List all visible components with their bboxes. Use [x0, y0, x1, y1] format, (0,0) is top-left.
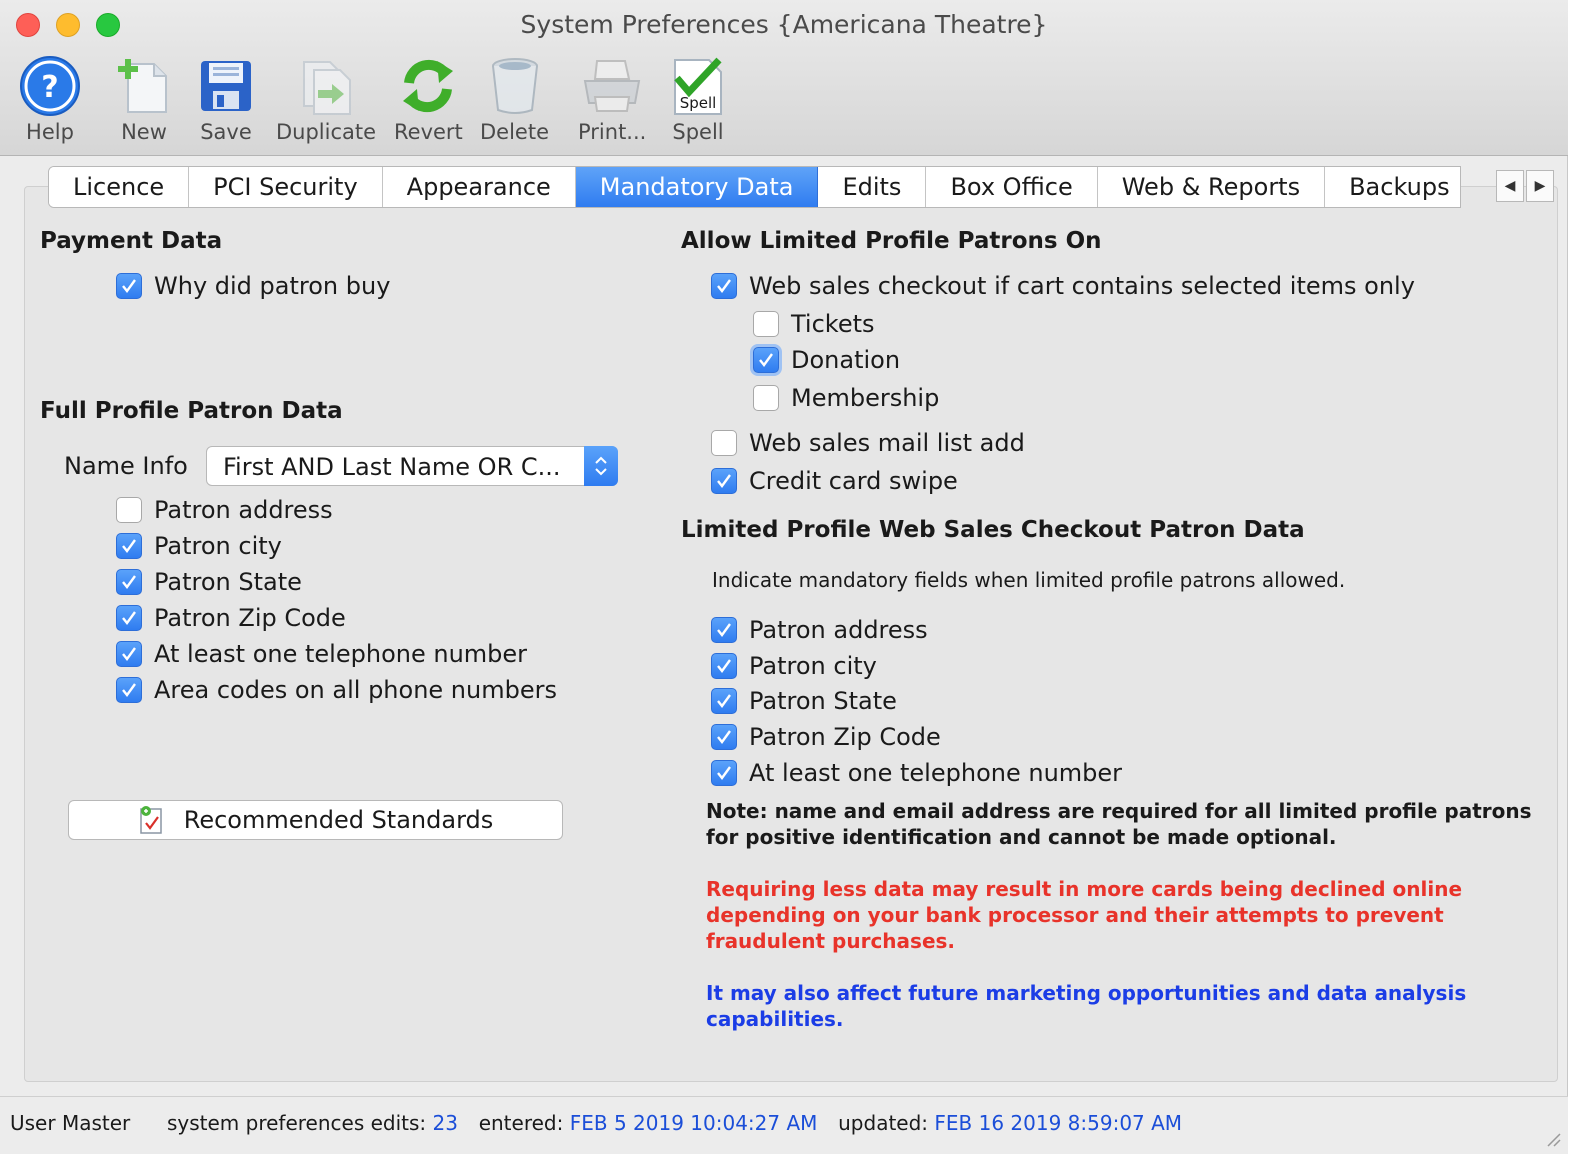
tab-pci-security[interactable]: PCI Security	[189, 167, 383, 207]
help-icon	[18, 54, 82, 118]
delete-label: Delete	[480, 120, 549, 144]
status-updated-value: FEB 16 2019 8:59:07 AM	[934, 1111, 1183, 1135]
name-info-select[interactable]	[206, 446, 618, 486]
revert-button[interactable]	[394, 54, 463, 152]
checkbox-unchecked-icon	[711, 430, 737, 456]
full-patron-address-checkbox[interactable]	[116, 496, 333, 524]
web-sales-mail-list-checkbox[interactable]	[711, 429, 1025, 457]
tab-box-office[interactable]: Box Office	[926, 167, 1097, 207]
checkbox-unchecked-icon	[753, 311, 779, 337]
checkbox-label: Donation	[791, 346, 901, 374]
checklist-icon	[138, 805, 164, 835]
checkbox-label: Patron address	[154, 496, 333, 524]
checkbox-checked-icon	[711, 468, 737, 494]
new-document-icon	[112, 54, 176, 118]
web-sales-checkout-checkbox[interactable]	[711, 272, 1415, 300]
tab-web-reports[interactable]: Web & Reports	[1098, 167, 1325, 207]
full-area-codes-checkbox[interactable]	[116, 676, 557, 704]
revert-icon	[396, 54, 460, 118]
warning-line: fraudulent purchases.	[706, 929, 956, 953]
info-line: capabilities.	[706, 1007, 844, 1031]
limited-checkout-hint: Indicate mandatory fields when limited profile patrons allowed.	[712, 568, 1346, 592]
checkbox-checked-icon	[711, 617, 737, 643]
limited-patron-zip-checkbox[interactable]	[711, 723, 941, 751]
tab-scroll-left-icon[interactable]: ◀	[1496, 170, 1524, 202]
full-patron-zip-checkbox[interactable]	[116, 604, 346, 632]
checkbox-label: Patron address	[749, 616, 928, 644]
note-line: Note: name and email address are required for all limited profile patrons	[706, 799, 1532, 823]
declined-cards-warning	[706, 876, 1536, 954]
tickets-checkbox[interactable]	[753, 310, 875, 338]
limited-patron-address-checkbox[interactable]	[711, 616, 928, 644]
status-entered-label: entered:	[478, 1111, 564, 1135]
status-edits-label: system preferences edits:	[166, 1111, 427, 1135]
window-chrome	[0, 0, 1568, 156]
checkbox-checked-icon	[711, 653, 737, 679]
credit-card-swipe-checkbox[interactable]	[711, 467, 958, 495]
checkbox-label: Patron city	[154, 532, 282, 560]
required-fields-note	[706, 798, 1536, 850]
checkbox-label: Web sales checkout if cart contains selected items only	[749, 272, 1415, 300]
status-user: User Master	[10, 1111, 131, 1135]
select-updown-icon	[584, 446, 618, 486]
checkbox-label: At least one telephone number	[154, 640, 528, 668]
checkbox-checked-icon	[753, 347, 779, 373]
warning-line: depending on your bank processor and their attempts to prevent	[706, 903, 1444, 927]
checkbox-label: Why did patron buy	[154, 272, 391, 300]
checkbox-label: Patron city	[749, 652, 877, 680]
status-edits-value: 23	[432, 1111, 458, 1135]
save-label: Save	[200, 120, 252, 144]
status-updated-label: updated:	[838, 1111, 929, 1135]
help-button[interactable]	[18, 54, 82, 152]
membership-checkbox[interactable]	[753, 384, 939, 412]
tab-licence[interactable]: Licence	[49, 167, 189, 207]
duplicate-button[interactable]	[276, 54, 376, 152]
info-line: It may also affect future marketing opportunities and data analysis	[706, 981, 1467, 1005]
delete-button[interactable]	[480, 54, 549, 152]
tab-edits[interactable]: Edits	[818, 167, 926, 207]
checkbox-label: Membership	[791, 384, 940, 412]
checkbox-unchecked-icon	[116, 497, 142, 523]
print-label: Print...	[578, 120, 647, 144]
full-patron-state-checkbox[interactable]	[116, 568, 302, 596]
status-bar	[0, 1096, 1568, 1154]
full-telephone-checkbox[interactable]	[116, 640, 527, 668]
note-line: for positive identification and cannot be made optional.	[706, 825, 1337, 849]
new-label: New	[121, 120, 167, 144]
recommended-standards-button[interactable]	[68, 800, 563, 840]
floppy-disk-icon	[194, 54, 258, 118]
checkbox-label: Patron State	[154, 568, 302, 596]
spell-label: Spell	[672, 120, 724, 144]
checkbox-unchecked-icon	[753, 385, 779, 411]
help-label: Help	[26, 120, 74, 144]
checkbox-label: At least one telephone number	[749, 759, 1123, 787]
new-button[interactable]	[112, 54, 176, 152]
status-text	[10, 1111, 1182, 1135]
revert-label: Revert	[394, 120, 463, 144]
donation-checkbox[interactable]	[753, 346, 900, 374]
printer-icon	[580, 54, 644, 118]
checkbox-checked-icon	[116, 677, 142, 703]
checkbox-label: Web sales mail list add	[749, 429, 1025, 457]
limited-patron-state-checkbox[interactable]	[711, 687, 897, 715]
duplicate-icon	[294, 54, 358, 118]
trash-icon	[483, 54, 547, 118]
limited-profile-heading: Allow Limited Profile Patrons On	[681, 228, 1102, 254]
tab-mandatory-data[interactable]: Mandatory Data	[576, 167, 819, 207]
limited-patron-city-checkbox[interactable]	[711, 652, 877, 680]
spell-button[interactable]	[666, 54, 730, 152]
checkbox-label: Patron Zip Code	[749, 723, 941, 751]
print-button[interactable]	[578, 54, 646, 152]
tab-backups[interactable]: Backups	[1325, 167, 1459, 207]
resize-grip-icon[interactable]	[1542, 1128, 1562, 1148]
checkbox-label: Credit card swipe	[749, 467, 958, 495]
tab-scroll-right-icon[interactable]: ▶	[1526, 170, 1554, 202]
checkbox-checked-icon	[711, 688, 737, 714]
window-title: System Preferences {Americana Theatre}	[520, 10, 1048, 39]
save-button[interactable]	[194, 54, 258, 152]
status-entered-value: FEB 5 2019 10:04:27 AM	[569, 1111, 818, 1135]
checkbox-checked-icon	[116, 533, 142, 559]
recommended-standards-label: Recommended Standards	[183, 806, 494, 834]
marketing-info-note	[706, 980, 1536, 1032]
checkbox-checked-icon	[116, 273, 142, 299]
preferences-tab-bar	[48, 166, 1461, 208]
full-patron-city-checkbox[interactable]	[116, 532, 282, 560]
checkbox-label: Area codes on all phone numbers	[154, 676, 557, 704]
limited-checkout-heading: Limited Profile Web Sales Checkout Patron Data	[681, 517, 1305, 543]
full-profile-heading: Full Profile Patron Data	[40, 398, 343, 424]
warning-line: Requiring less data may result in more cards being declined online	[706, 877, 1463, 901]
payment-data-heading: Payment Data	[40, 228, 223, 254]
spell-icon-text: Spell	[679, 94, 717, 112]
checkbox-checked-icon	[116, 641, 142, 667]
checkbox-checked-icon	[116, 605, 142, 631]
checkbox-label: Patron Zip Code	[154, 604, 346, 632]
checkbox-label: Patron State	[749, 687, 897, 715]
limited-telephone-checkbox[interactable]	[711, 759, 1122, 787]
name-info-value: First AND Last Name OR C...	[223, 453, 561, 481]
svg-text:?: ?	[41, 70, 59, 105]
why-did-patron-buy-checkbox[interactable]	[116, 272, 390, 300]
checkbox-label: Tickets	[791, 310, 875, 338]
checkbox-checked-icon	[711, 760, 737, 786]
spellcheck-icon	[666, 54, 730, 118]
tab-appearance[interactable]: Appearance	[383, 167, 576, 207]
checkbox-checked-icon	[711, 724, 737, 750]
checkbox-checked-icon	[116, 569, 142, 595]
checkbox-checked-icon	[711, 273, 737, 299]
name-info-label: Name Info	[64, 452, 188, 480]
duplicate-label: Duplicate	[276, 120, 377, 144]
